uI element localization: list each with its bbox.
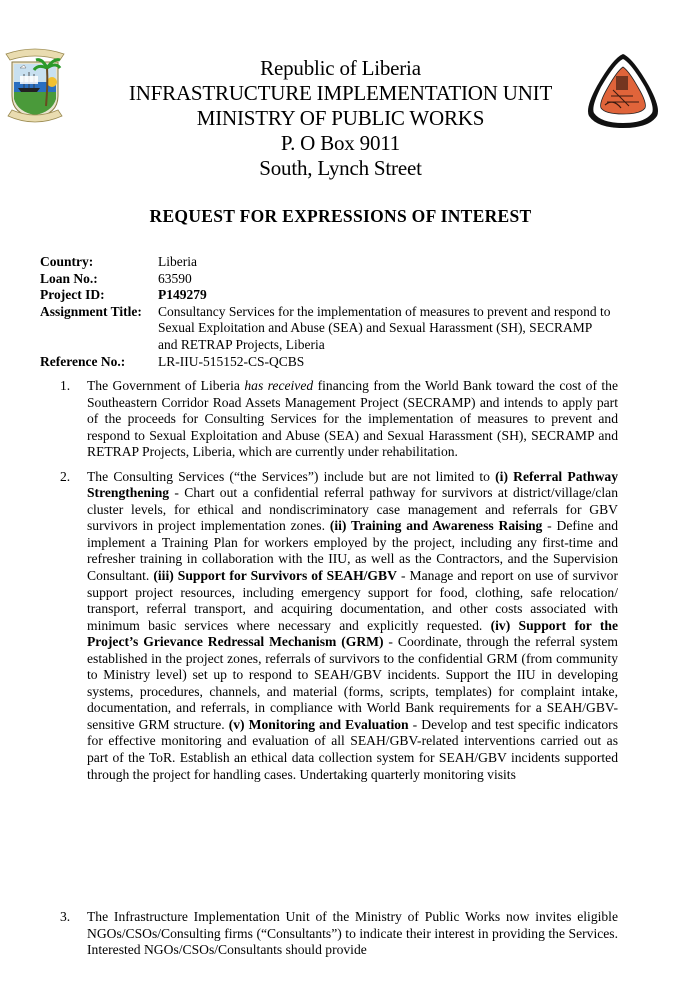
paragraph-number: 3. xyxy=(60,909,71,924)
assignment-title-value: Consultancy Services for the implementation of measures to prevent and respond to Sexual Exploitation and Abuse (SEA) and Sexual Harassment (SH), SECRAMP and RETRAP Projects, Liberia xyxy=(158,303,611,352)
letterhead-ministry: MINISTRY OF PUBLIC WORKS xyxy=(196,106,485,130)
paragraph-number: 1. xyxy=(60,378,71,393)
loan-row xyxy=(40,271,613,288)
loan-value: 63590 xyxy=(158,270,192,286)
text-segment: - Manage and report on use of survivor support project resources, including emergency support for food, clothing, safe relocation/ transport, referral transport, and acquiring documentation, and other costs associated with minimum basic services where necessary and explicitly requested. xyxy=(87,568,618,633)
text-segment: The Consulting Services (“the Services”) include but are not limited to xyxy=(87,468,496,484)
document-title: REQUEST FOR EXPRESSIONS OF INTEREST xyxy=(149,206,532,226)
letterhead-po-box: P. O Box 9011 xyxy=(280,131,401,155)
service-heading: (v) Monitoring and Evaluation xyxy=(228,716,409,732)
paragraph-text xyxy=(87,469,618,783)
reference-value: LR-IIU-515152-CS-QCBS xyxy=(158,353,305,369)
service-heading: (iii) Support for Survivors of SEAH/GBV xyxy=(153,568,397,584)
paragraph-number: 2. xyxy=(60,468,71,484)
letterhead-republic: Republic of Liberia xyxy=(260,56,421,80)
project-details xyxy=(40,254,613,370)
text-segment: - Chart out a confidential referral pathway for survivors at district/village/clan cluster levels, for ethical and nondiscriminatory case management and referrals for GBV survivors in project implementation zones. xyxy=(87,485,618,534)
country-row xyxy=(40,254,613,271)
paragraph-text: The Infrastructure Implementation Unit of the Ministry of Public Works now invites eligible NGOs/CSOs/Consulting firms (“Consultants”) to indicate their interest in providing the Services. Interested NGOs/CSOs/Consultants should provide xyxy=(87,909,618,958)
project-id-row xyxy=(40,287,613,304)
loan-label: Loan No.: xyxy=(40,270,98,286)
text-segment: - Define and implement a Training Plan for workers employed by the project, including any first-time and refresher training in collaboration with the IIU, as well as the Contractors, and the Supervision Consultant. xyxy=(87,518,618,584)
ministry-seal-logo xyxy=(583,50,663,132)
text-segment: - Coordinate, through the referral system established in the project zones, referrals of survivors to the confidential GRM (from community to Ministry level) set up to respond to SEAH/GBV incidents. Support the IIU in developing systems, procedures, channels, and material (forms, scripts, templates) for complaint intake, documentation, and referrals, in compliance with World Bank requirements for a SEAH/GBV-sensitive GRM structure. xyxy=(87,634,619,732)
project-id-label: Project ID: xyxy=(40,287,105,303)
service-heading: (ii) Training and Awareness Raising xyxy=(329,518,543,534)
paragraph-2 xyxy=(60,469,618,783)
letterhead-unit: INFRASTRUCTURE IMPLEMENTATION UNIT xyxy=(128,81,553,105)
numbered-paragraphs xyxy=(60,378,619,958)
text-segment: - Develop and test specific indicators for effective monitoring and evaluation of all SEAH/GBV-related interventions carried out as part of the ToR. Establish an ethical data collection system for SEAH/GBV incidents supported through the project for handling cases. Undertaking quarterly monitoring visits xyxy=(87,716,618,782)
paragraph-1 xyxy=(60,378,618,461)
text-segment: The Government of Liberia xyxy=(87,378,245,393)
paragraph-3 xyxy=(60,909,618,959)
paragraph-text xyxy=(87,378,618,461)
reference-label: Reference No.: xyxy=(40,353,126,369)
reference-row xyxy=(40,354,613,371)
assignment-title-label: Assignment Title: xyxy=(40,303,142,319)
letterhead-street: South, Lynch Street xyxy=(259,156,422,180)
service-heading: (i) Referral Pathway Strengthening xyxy=(87,468,618,501)
project-id-value: P149279 xyxy=(158,287,207,303)
country-label: Country: xyxy=(40,254,94,269)
assignment-title-row xyxy=(40,304,613,354)
letterhead xyxy=(0,56,681,181)
service-heading: (iv) Support for the Project’s Grievance Redressal Mechanism (GRM) xyxy=(87,617,618,650)
italic-text: has received xyxy=(244,378,314,393)
country-value: Liberia xyxy=(158,254,197,269)
text-segment: financing from the World Bank toward the cost of the Southeastern Corridor Road Assets Management Project (SECRAMP) and intends to apply part of the proceeds for Consulting Services for the implementation of measures to prevent and respond to Sexual Exploitation and Abuse (SEA) and Sexual Harassment (SH), SECRAMP and RETRAP Projects, Liberia, which are currently under rehabilitation. xyxy=(87,378,619,460)
